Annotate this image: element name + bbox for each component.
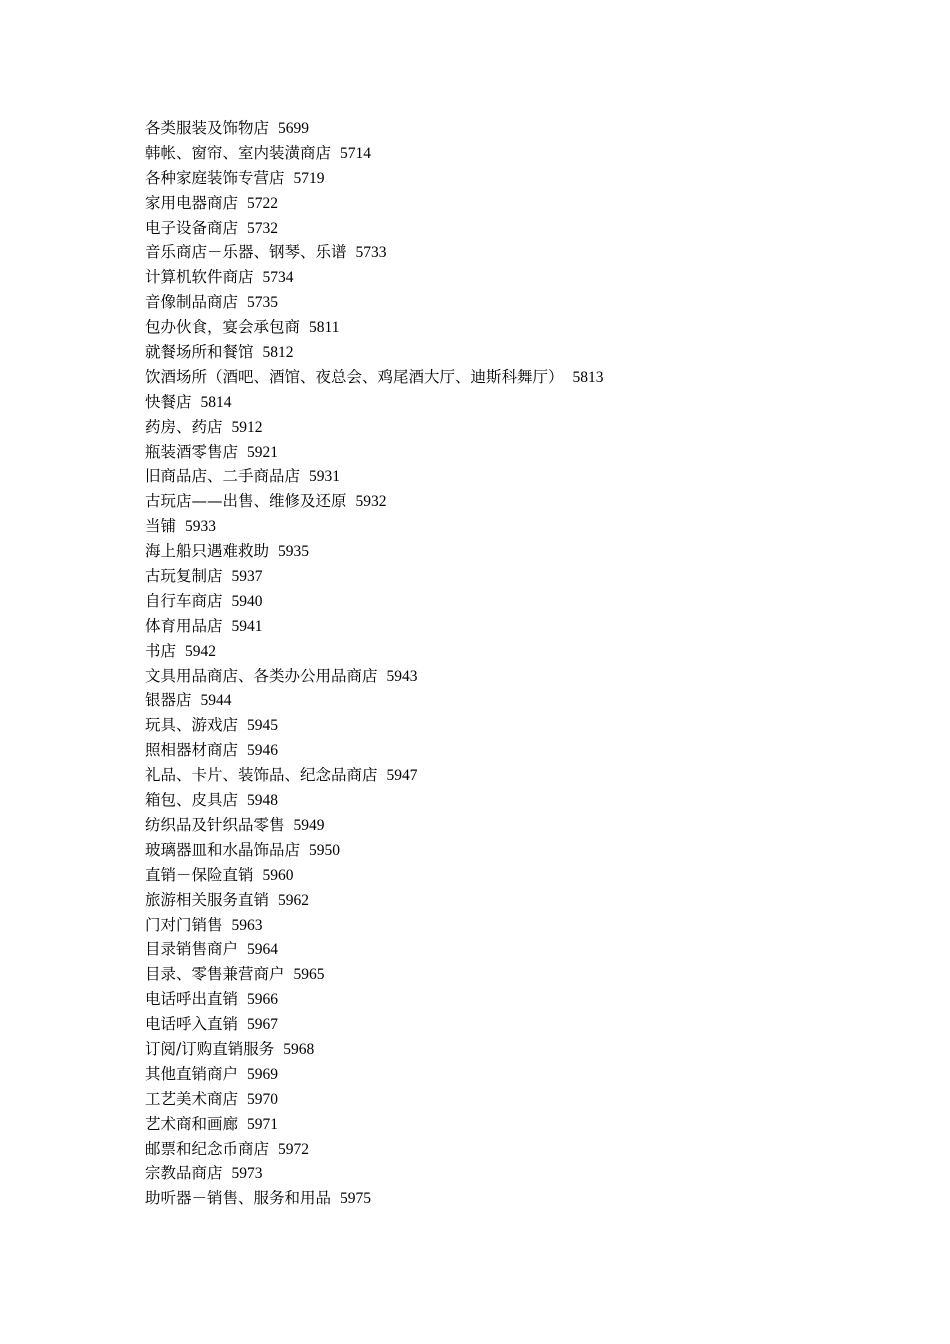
category-code: 5719: [293, 169, 325, 187]
list-item: [145, 265, 604, 290]
category-name: 订阅/订购直销服务: [145, 1039, 275, 1058]
category-name: 包办伙食，宴会承包商: [145, 318, 301, 337]
list-item: [145, 813, 604, 838]
category-code: 5942: [185, 642, 217, 660]
category-code: 5735: [247, 294, 279, 312]
list-item: [145, 564, 604, 589]
list-item: [145, 1087, 604, 1112]
category-code: 5945: [247, 717, 279, 735]
category-code: 5933: [185, 518, 217, 536]
list-item: [145, 962, 604, 987]
category-name: 纺织品及针织品零售: [145, 815, 285, 834]
category-name: 文具用品商店、各类办公用品商店: [145, 666, 378, 685]
list-item: [145, 539, 604, 564]
category-code: 5813: [572, 368, 604, 386]
list-item: [145, 116, 604, 141]
category-name: 工艺美术商店: [145, 1089, 239, 1108]
category-code: 5814: [200, 393, 232, 411]
category-code: 5734: [262, 269, 294, 287]
category-code: 5966: [247, 991, 279, 1009]
category-name: 目录、零售兼营商户: [145, 965, 285, 984]
category-code: 5949: [293, 816, 325, 834]
category-code: 5732: [247, 219, 279, 237]
list-item: [145, 415, 604, 440]
list-item: [145, 664, 604, 689]
category-name: 邮票和纪念币商店: [145, 1139, 270, 1158]
list-item: [145, 763, 604, 788]
category-name: 电话呼入直销: [145, 1015, 239, 1034]
category-name: 当铺: [145, 517, 177, 536]
category-name: 就餐场所和餐馆: [145, 343, 254, 362]
list-item: [145, 365, 604, 390]
list-item: [145, 713, 604, 738]
category-name: 电话呼出直销: [145, 990, 239, 1009]
list-item: [145, 614, 604, 639]
list-item: [145, 290, 604, 315]
category-code: 5967: [247, 1016, 279, 1034]
category-code: 5963: [231, 916, 263, 934]
category-name: 饮酒场所（酒吧、酒馆、夜总会、鸡尾酒大厅、迪斯科舞厅）: [145, 367, 564, 386]
list-item: [145, 1137, 604, 1162]
list-item: [145, 464, 604, 489]
list-item: [145, 1186, 604, 1211]
category-name: 自行车商店: [145, 591, 223, 610]
category-name: 各种家庭装饰专营店: [145, 168, 285, 187]
list-item: [145, 738, 604, 763]
category-code: 5941: [231, 617, 263, 635]
category-name: 药房、药店: [145, 417, 223, 436]
category-name: 助听器－销售、服务和用品: [145, 1189, 332, 1208]
category-code: 5964: [247, 941, 279, 959]
list-item: [145, 838, 604, 863]
category-code: 5972: [278, 1140, 310, 1158]
list-item: [145, 216, 604, 241]
category-code: 5937: [231, 568, 263, 586]
category-name: 宗教品商店: [145, 1164, 223, 1183]
category-code: 5968: [283, 1040, 315, 1058]
category-name: 礼品、卡片、装饰品、纪念品商店: [145, 766, 378, 785]
category-code: 5970: [247, 1090, 279, 1108]
category-code: 5965: [293, 966, 325, 984]
category-name: 门对门销售: [145, 915, 223, 934]
category-code: 5973: [231, 1165, 263, 1183]
category-name: 家用电器商店: [145, 193, 239, 212]
category-name: 照相器材商店: [145, 741, 239, 760]
category-name: 音像制品商店: [145, 293, 239, 312]
category-name: 玻璃器皿和水晶饰品店: [145, 840, 301, 859]
category-name: 计算机软件商店: [145, 268, 254, 287]
category-code: 5950: [309, 841, 341, 859]
category-code: 5935: [278, 543, 310, 561]
list-item: [145, 315, 604, 340]
category-name: 书店: [145, 641, 177, 660]
category-name: 海上船只遇难救助: [145, 542, 270, 561]
category-name: 古玩店——出售、维修及还原: [145, 492, 347, 511]
list-item: [145, 863, 604, 888]
category-name: 艺术商和画廊: [145, 1114, 239, 1133]
category-code: 5714: [340, 144, 372, 162]
list-item: [145, 340, 604, 365]
category-code: 5975: [340, 1190, 372, 1208]
list-item: [145, 440, 604, 465]
category-code: 5812: [262, 344, 294, 362]
list-item: [145, 788, 604, 813]
category-code: 5946: [247, 742, 279, 760]
category-name: 旧商品店、二手商品店: [145, 467, 301, 486]
category-name: 瓶装酒零售店: [145, 442, 239, 461]
list-item: [145, 1062, 604, 1087]
category-name: 快餐店: [145, 392, 192, 411]
category-code: 5948: [247, 792, 279, 810]
list-item: [145, 688, 604, 713]
category-code: 5931: [309, 468, 341, 486]
category-name: 韩帐、窗帘、室内装潢商店: [145, 143, 332, 162]
list-item: [145, 937, 604, 962]
category-name: 各类服装及饰物店: [145, 119, 270, 137]
list-item: [145, 913, 604, 938]
category-code: 5943: [386, 667, 418, 685]
list-item: [145, 141, 604, 166]
category-code: 5811: [309, 319, 340, 337]
category-name: 其他直销商户: [145, 1064, 239, 1083]
category-name: 体育用品店: [145, 616, 223, 635]
list-item: [145, 888, 604, 913]
category-name: 电子设备商店: [145, 218, 239, 237]
list-item: [145, 240, 604, 265]
list-item: [145, 1012, 604, 1037]
category-code: 5962: [278, 891, 310, 909]
list-item: [145, 514, 604, 539]
category-code: 5944: [200, 692, 232, 710]
category-code: 5912: [231, 418, 263, 436]
category-name: 直销－保险直销: [145, 865, 254, 884]
category-code: 5947: [386, 767, 418, 785]
category-name: 玩具、游戏店: [145, 716, 239, 735]
category-name: 箱包、皮具店: [145, 791, 239, 810]
category-code: 5699: [278, 120, 310, 137]
category-name: 目录销售商户: [145, 940, 239, 959]
category-code: 5921: [247, 443, 279, 461]
merchant-category-list: [145, 116, 604, 1211]
list-item: [145, 639, 604, 664]
list-item: [145, 1112, 604, 1137]
category-name: 音乐商店－乐器、钢琴、乐谱: [145, 243, 347, 262]
list-item: [145, 589, 604, 614]
list-item: [145, 489, 604, 514]
category-name: 古玩复制店: [145, 567, 223, 586]
list-item: [145, 166, 604, 191]
list-item: [145, 1037, 604, 1062]
category-name: 旅游相关服务直销: [145, 890, 270, 909]
list-item: [145, 390, 604, 415]
list-item: [145, 987, 604, 1012]
category-code: 5940: [231, 592, 263, 610]
category-code: 5722: [247, 194, 279, 212]
list-item: [145, 1161, 604, 1186]
category-name: 银器店: [145, 691, 192, 710]
category-code: 5971: [247, 1115, 279, 1133]
category-code: 5960: [262, 866, 294, 884]
list-item: [145, 191, 604, 216]
category-code: 5733: [355, 244, 387, 262]
category-code: 5932: [355, 493, 387, 511]
category-code: 5969: [247, 1065, 279, 1083]
